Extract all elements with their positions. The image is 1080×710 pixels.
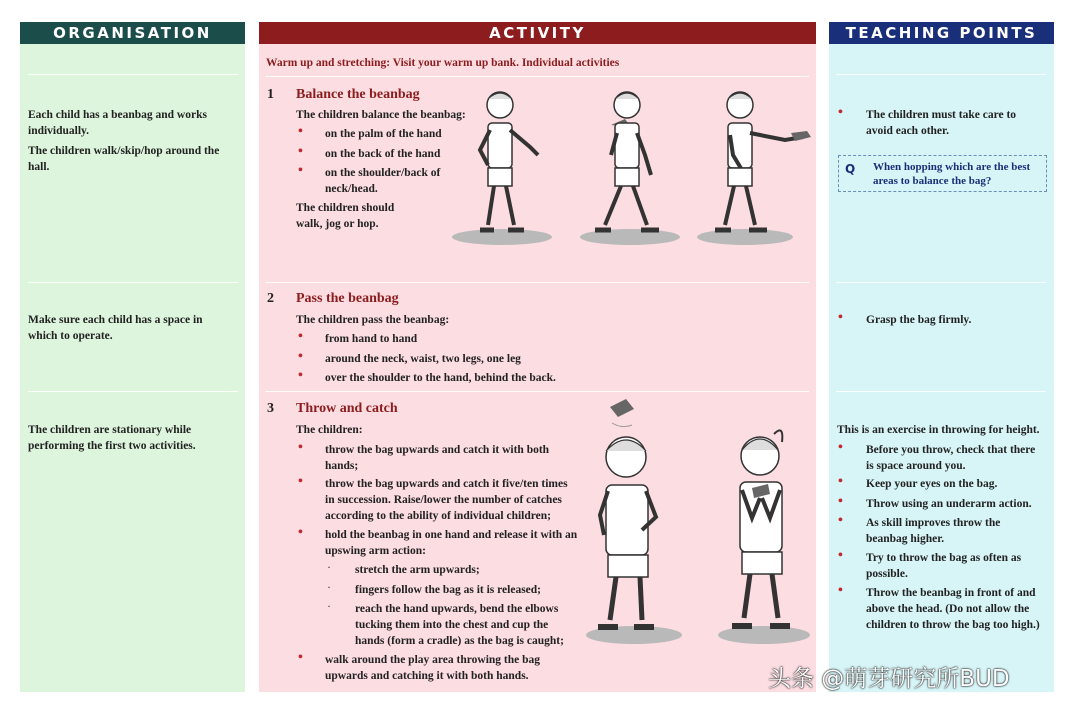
question-icon: Q (845, 162, 856, 176)
bullet-icon: • (838, 310, 843, 325)
organisation-row3: The children are stationary while performing the first two activities. (28, 424, 196, 452)
activity-intro: Warm up and stretching: Visit your warm up bank. Individual activities (266, 57, 620, 69)
bullet-icon: • (298, 144, 303, 159)
bullet-text: over the shoulder to the hand, behind the back. (325, 372, 556, 384)
bullet-icon: • (298, 329, 303, 344)
bullet-icon: • (838, 440, 843, 455)
activity-title: Throw and catch (296, 401, 398, 416)
teaching-point: Throw the beanbag in front of and above the head. (Do not allow the children to throw the bag too high.) (866, 587, 1040, 631)
organisation-row1 (28, 107, 233, 175)
bullet-icon: • (298, 474, 303, 489)
organisation-text: Each child has a beanbag and works individually. (28, 109, 207, 137)
activity-title: Pass the beanbag (296, 291, 399, 306)
sub-bullet-icon: · (327, 560, 331, 574)
teaching-point: Keep your eyes on the bag. (866, 478, 998, 490)
bullet-text: on the shoulder/back of neck/head. (325, 167, 441, 195)
child-catching-beanbag-illustration (712, 418, 812, 648)
teaching-point: Try to throw the bag as often as possible. (866, 552, 1022, 580)
activity-lead: The children pass the beanbag: (296, 314, 450, 326)
bullet-icon: • (298, 650, 303, 665)
activity-lead: The children balance the beanbag: (296, 109, 466, 121)
teaching-point: The children must take care to avoid each other. (866, 109, 1017, 137)
divider (836, 74, 1046, 75)
divider (265, 282, 809, 283)
activity-number: 2 (267, 291, 274, 306)
bullet-text: from hand to hand (325, 333, 418, 345)
bullet-icon: • (838, 583, 843, 598)
sub-bullet-icon: · (327, 580, 331, 594)
bullet-icon: • (298, 124, 303, 139)
teaching-point: Before you throw, check that there is space around you. (866, 444, 1036, 472)
bullet-icon: • (838, 548, 843, 563)
divider (28, 391, 238, 392)
activity-number: 1 (267, 87, 274, 102)
bullet-icon: • (298, 368, 303, 383)
bullet-text: throw the bag upwards and catch it five/ten times in succession. Raise/lower the number of catches according to the ability of individual children; (325, 478, 568, 522)
child-balancing-back-of-hand-illustration (695, 85, 815, 250)
divider (28, 282, 238, 283)
bullet-icon: • (838, 494, 843, 509)
child-balancing-shoulder-illustration (575, 85, 685, 250)
organisation-row2: Make sure each child has a space in which to operate. (28, 314, 203, 342)
bullet-icon: • (838, 105, 843, 120)
bullet-text: walk around the play area throwing the bag upwards and catching it with both hands. (325, 654, 541, 682)
divider (836, 391, 1046, 392)
divider (28, 74, 238, 75)
organisation-header: ORGANISATION (20, 22, 245, 44)
sub-bullet-text: fingers follow the bag as it is released; (355, 584, 542, 596)
activity-closing: The children should walk, jog or hop. (296, 202, 395, 230)
teaching-point: Grasp the bag firmly. (866, 314, 972, 326)
teaching-lead: This is an exercise in throwing for height. (837, 424, 1040, 436)
bullet-icon: • (298, 163, 303, 178)
organisation-text: The children walk/skip/hop around the hall. (28, 145, 220, 173)
bullet-icon: • (298, 349, 303, 364)
teaching-points-header: TEACHING POINTS (829, 22, 1054, 44)
child-throwing-beanbag-illustration (582, 395, 687, 650)
bullet-icon: • (838, 474, 843, 489)
bullet-text: on the back of the hand (325, 148, 441, 160)
sub-bullet-icon: · (327, 599, 331, 613)
teaching-point: Throw using an underarm action. (866, 498, 1032, 510)
teaching-point: As skill improves throw the beanbag higher. (866, 517, 1001, 545)
activity-title: Balance the beanbag (296, 87, 420, 102)
bullet-text: throw the bag upwards and catch it with both hands; (325, 444, 550, 472)
bullet-icon: • (298, 440, 303, 455)
divider (265, 76, 809, 77)
activity-header: ACTIVITY (259, 22, 816, 44)
divider (265, 391, 809, 392)
bullet-icon: • (838, 513, 843, 528)
divider (836, 282, 1046, 283)
activity-lead: The children: (296, 424, 363, 436)
bullet-icon: • (298, 525, 303, 540)
bullet-text: on the palm of the hand (325, 128, 442, 140)
bullet-text: hold the beanbag in one hand and release it with an upswing arm action: (325, 529, 578, 557)
question-box (838, 155, 1047, 192)
sub-bullet-text: reach the hand upwards, bend the elbows tucking them into the chest and cup the hands (form a cradle) as the bag is caught; (355, 603, 564, 647)
child-balancing-palm-illustration (450, 85, 560, 250)
watermark: 头条 @萌芽研究所BUD (768, 666, 1010, 692)
sub-bullet-text: stretch the arm upwards; (355, 564, 480, 576)
bullet-text: around the neck, waist, two legs, one leg (325, 353, 521, 365)
activity-number: 3 (267, 401, 274, 416)
question-text: When hopping which are the best areas to balance the bag? (873, 161, 1031, 187)
